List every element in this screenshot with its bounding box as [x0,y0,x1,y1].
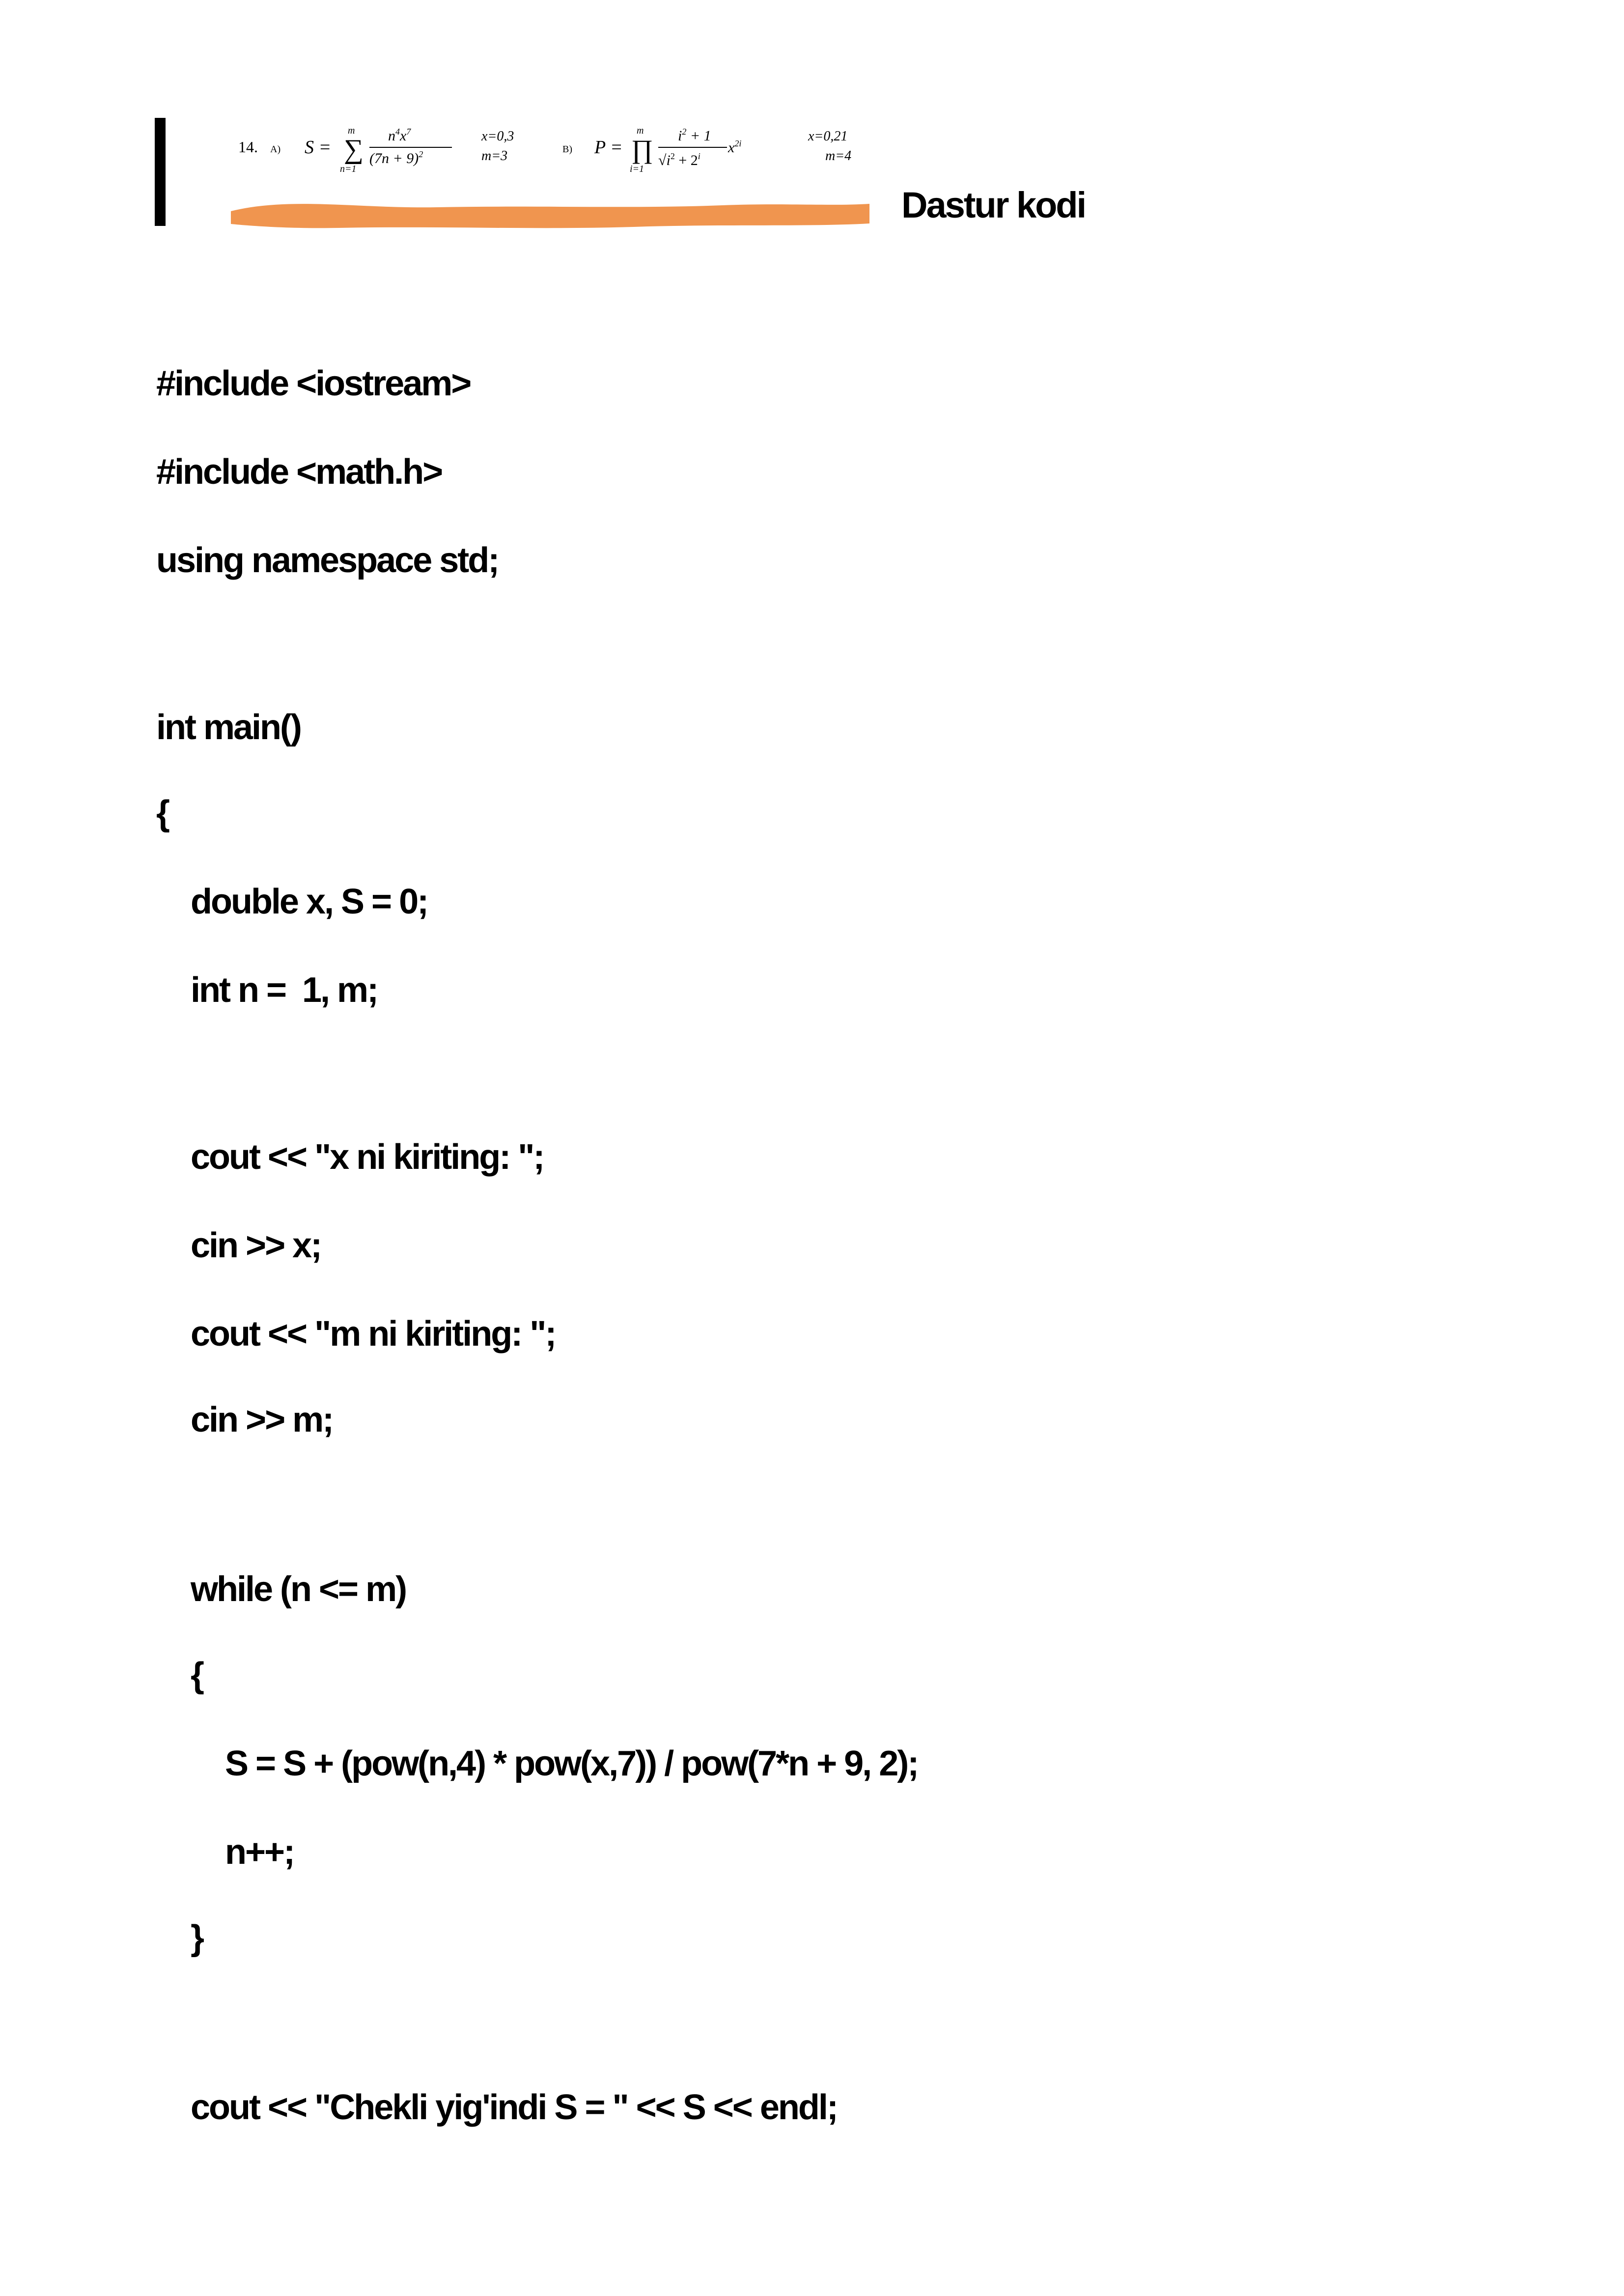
code-line: cout << "x ni kiriting: "; [191,1137,544,1177]
formula-b-numerator: $i^2 + 1$ [678,127,711,144]
code-line: double x, S = 0; [191,882,428,921]
caption-dastur-kodi: Dastur kodi [901,185,1086,225]
formula-a-numerator: $n^4x^7$ [388,127,411,144]
code-line: while (n <= m) [191,1570,406,1609]
product-sign: ∏ [631,135,653,164]
formula-a-lower: n=1 [340,164,357,174]
param-b-m: m=4 [825,148,852,164]
code-line: int n = 1, m; [191,970,378,1010]
formula-b-denominator: $√i^2 + 2^i$ [658,151,700,168]
scribble-redaction [231,204,869,228]
sum-sign: ∑ [344,134,364,165]
formula-a-denominator: $(7n + 9)^2$ [369,149,423,166]
code-line: #include <iostream> [156,364,471,403]
param-a-m: m=3 [481,148,508,164]
code-line: n++; [225,1832,294,1872]
code-line: cout << "m ni kiriting: "; [191,1314,556,1354]
param-a-x: x=0,3 [481,129,514,144]
code-line: { [191,1656,203,1695]
code-line: S = S + (pow(n,4) * pow(x,7)) / pow(7*n + 9, 2); [225,1744,918,1783]
code-line: { [156,794,169,833]
formula-b-upper: m [637,125,644,136]
code-line: cin >> m; [191,1400,333,1439]
formula-b-lhs: P = [594,137,623,158]
code-line: #include <math.h> [156,452,442,492]
margin-bar [155,118,166,226]
code-line: using namespace std; [156,541,499,580]
formula-b-power: $x^{2i}$ [728,138,742,156]
option-b-label: B) [562,144,572,155]
problem-number: 14. [238,138,258,156]
formula-a-lhs: S = [305,137,332,158]
formula-a-upper: m [348,125,355,136]
code-line: cout << "Chekli yig'indi S = " << S << endl; [191,2088,837,2127]
param-b-x: x=0,21 [808,129,848,144]
formula-strip [231,123,879,228]
formula-b-lower: i=1 [630,164,644,174]
code-line: } [191,1918,203,1958]
code-line: int main() [156,708,301,747]
option-a-label: A) [270,144,281,155]
code-line: cin >> x; [191,1226,321,1265]
